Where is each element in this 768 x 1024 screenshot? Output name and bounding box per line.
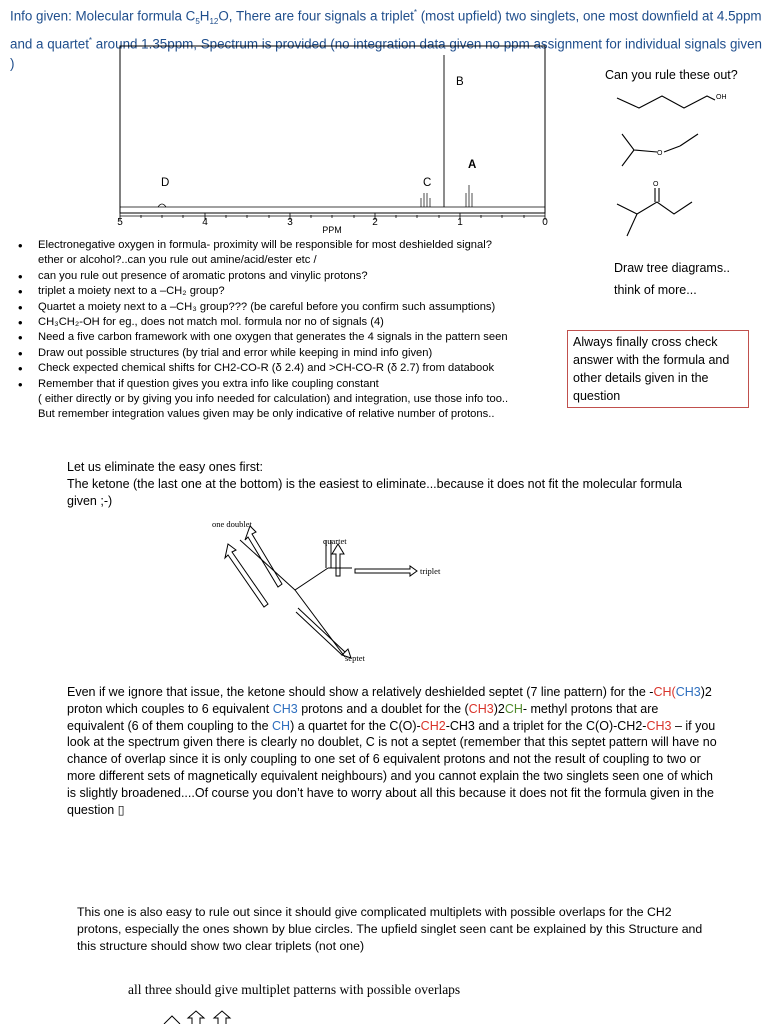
list-item: • Remember that if question gives you extra info like coupling constant: [18, 377, 558, 392]
multiplet-note: all three should give multiplet patterns with possible overlaps: [128, 982, 461, 997]
tick-label: 2: [372, 217, 378, 228]
quartet-label: quartet: [323, 536, 347, 546]
ketone-splitting-diagram: [200, 512, 460, 672]
cross-check-box: Always finally cross check answer with the formula and other details given in the question: [567, 330, 749, 408]
list-item: • Electronegative oxygen in formula- proximity will be responsible for most deshielded signal?: [18, 238, 558, 253]
peak-d: [158, 204, 166, 207]
second-structure-explanation: This one is also easy to rule out since it should give complicated multiplets with possible overlaps for the CH2 protons, especially the ones shown by blue circles. The upfield singlet seen cant be explained by this Structure and this structure should show two clear triplets (not one): [77, 905, 703, 953]
triplet-label: triplet: [420, 566, 441, 576]
alcohol-structure: [617, 96, 715, 108]
tick-label: 4: [202, 217, 208, 228]
elim-line-2: The ketone (the last one at the bottom) is the easiest to eliminate...because it does not fit the molecular formula given ;-): [67, 477, 682, 508]
list-item: • can you rule out presence of aromatic protons and vinylic protons?: [18, 269, 558, 284]
oh-label: OH: [716, 94, 727, 101]
quartet-arrow: [332, 544, 344, 576]
partial-arrows: [160, 1010, 260, 1024]
peak-a: [466, 185, 472, 207]
peak-label-d: D: [161, 177, 170, 189]
axis-title: PPM: [322, 225, 342, 235]
tick-label: 0: [542, 217, 548, 228]
list-item: • CH₃CH₂-OH for eg., does not match mol. formula nor no of signals (4): [18, 315, 558, 330]
triplet-arrow: [355, 566, 417, 576]
tree-diagram-note: [614, 257, 764, 301]
list-item: But remember integration values given may be only indicative of relative number of protons..: [38, 408, 495, 421]
tick-label: 1: [457, 217, 463, 228]
elimination-intro: [67, 459, 707, 510]
ppm-axis-ticks: [120, 213, 545, 220]
list-item: • triplet a moiety next to a –CH₂ group?: [18, 284, 558, 299]
tree-line-1: Draw tree diagrams..: [614, 261, 731, 275]
tree-line-2: think of more...: [614, 283, 697, 297]
hint-list: [18, 238, 558, 423]
spectrum-frame: [120, 46, 545, 213]
peak-label-a: A: [468, 159, 477, 171]
tick-label: 3: [287, 217, 293, 228]
o-label: O: [653, 181, 659, 188]
doublet-label: one doublet: [212, 519, 252, 529]
rule-out-question: Can you rule these out?: [605, 68, 738, 82]
septet-label: septet: [345, 653, 365, 663]
list-item: ( either directly or by giving you info needed for calculation) and integration, use those info too..: [38, 393, 509, 406]
peak-label-b: B: [456, 76, 464, 88]
elim-line-1: Let us eliminate the easy ones first:: [67, 460, 263, 474]
ether-structure: [622, 134, 657, 152]
doublet-arrow-1: [225, 544, 268, 607]
list-item: • Quartet a moiety next to a –CH₃ group??? (be careful before you confirm such assumptions): [18, 300, 558, 315]
doublet-arrow-2: [245, 526, 282, 587]
nmr-spectrum: [112, 43, 562, 238]
list-item: • Draw out possible structures (by trial and error while keeping in mind info given): [18, 346, 558, 361]
peak-c: [421, 193, 430, 207]
peak-label-c: C: [423, 177, 432, 189]
candidate-structures: [612, 86, 762, 246]
ketone-explanation: Even if we ignore that issue, the ketone should show a relatively deshielded septet (7 line pattern) for the -CH(CH3)2 proton which couples to 6 equivalent CH3 protons and a doublet for the (CH3)2CH- methyl protons that are equivalent (6 of them coupling to the CH) a quartet for the C(O)-CH2-CH3 and a triplet for the C(O)-CH2-CH3 – if you look at the spectrum given there is clearly no doublet, C is not a septet (remember that this septet pattern will have no chance of overlap since it is only coupling to one set of 6 equivalent protons and not the result of coupling to two or more different sets of magnetically equivalent neighbours) and you cannot explain the two singlets seen one of which is slightly broadened....Of course you don’t have to worry about all this because it does not fit the formula given in the question ▯: [67, 685, 717, 817]
list-item: • Need a five carbon framework with one oxygen that generates the 4 signals in the pattern seen: [18, 330, 558, 345]
list-item: ether or alcohol?..can you rule out amine/acid/ester etc /: [38, 254, 317, 267]
o-label: O: [657, 150, 663, 157]
septet-arrow: [298, 608, 351, 658]
ketone-structure: [617, 202, 692, 214]
list-item: • Check expected chemical shifts for CH2-CO-R (δ 2.4) and >CH-CO-R (δ 2.7) from databook: [18, 361, 558, 376]
intro-text: Info given: Molecular formula $C_5H_{12}O$, There are four signals a triplet* (most upfield) two singlets, one most downfield at 4.5ppm and a quartet* around 1.35ppm, Spectrum is provided (no integration data given no ppm assignment for individual signals given ): [10, 8, 762, 71]
tick-label: 5: [117, 217, 123, 228]
